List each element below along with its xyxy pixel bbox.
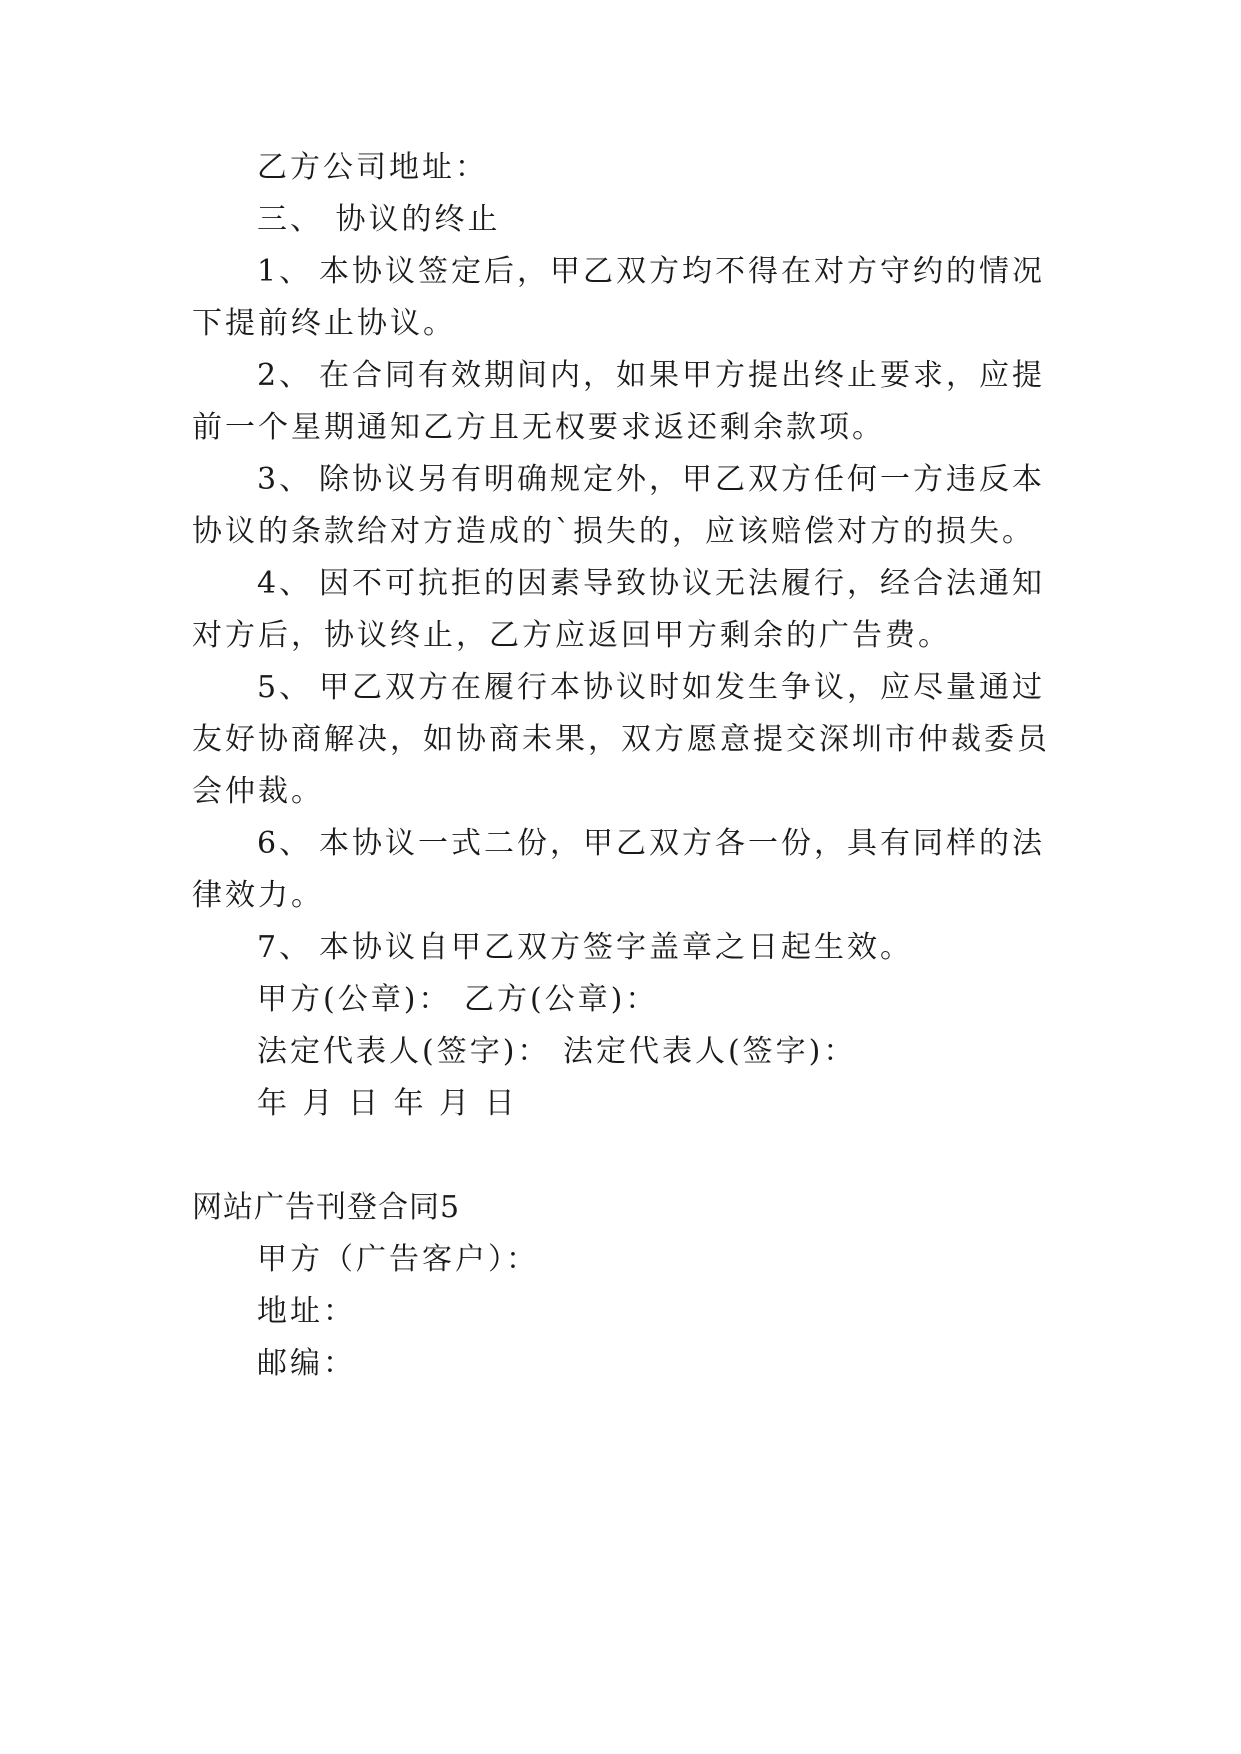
clause-4-continued: 对方后，协议终止，乙方应返回甲方剩余的广告费。 [192,618,951,653]
section-heading: 三、 协议的终止 [257,202,501,237]
clause-number: 6、 [257,826,313,861]
clause-4 [257,564,1045,604]
clause-7 [257,928,913,968]
seal-line: 甲方(公章)： 乙方(公章)： [257,982,659,1017]
contract-title: 网站广告刊登合同5 [192,1190,461,1225]
clause-2 [257,356,1045,396]
clause-number: 1、 [257,254,313,289]
clause-number: 3、 [257,462,313,497]
party-b-address-label: 乙方公司地址： [257,150,488,185]
clause-text: 因不可抗拒的因素导致协议无法履行，经合法通知 [319,566,1045,601]
clause-text: 本协议签定后，甲乙双方均不得在对方守约的情况 [319,254,1045,289]
clause-number: 4、 [257,566,313,601]
clause-text: 甲乙双方在履行本协议时如发生争议，应尽量通过 [319,670,1045,705]
clause-5-continued-2: 会仲裁。 [192,774,324,809]
postcode-label: 邮编： [257,1346,356,1381]
clause-text: 除协议另有明确规定外，甲乙双方任何一方违反本 [319,462,1045,497]
clause-text: 在合同有效期间内，如果甲方提出终止要求，应提 [319,358,1045,393]
clause-2-continued: 前一个星期通知乙方且无权要求返还剩余款项。 [192,410,885,445]
clause-6-continued: 律效力。 [192,878,324,913]
clause-text: 本协议自甲乙双方签字盖章之日起生效。 [319,930,913,965]
clause-6 [257,824,1045,864]
address-label: 地址： [257,1294,356,1329]
party-a-label: 甲方（广告客户）： [257,1242,539,1277]
legal-representative-line: 法定代表人(签字)： 法定代表人(签字)： [257,1034,857,1069]
date-line: 年 月 日 年 月 日 [257,1086,518,1121]
clause-1 [257,252,1045,292]
clause-3-continued: 协议的条款给对方造成的`损失的，应该赔偿对方的损失。 [192,514,1035,549]
clause-5 [257,668,1045,708]
clause-number: 2、 [257,358,313,393]
clause-number: 5、 [257,670,313,705]
clause-text: 本协议一式二份，甲乙双方各一份，具有同样的法 [319,826,1045,861]
clause-number: 7、 [257,930,313,965]
clause-3 [257,460,1045,500]
clause-5-continued: 友好协商解决，如协商未果，双方愿意提交深圳市仲裁委员 [192,722,1050,757]
clause-1-continued: 下提前终止协议。 [192,306,456,341]
